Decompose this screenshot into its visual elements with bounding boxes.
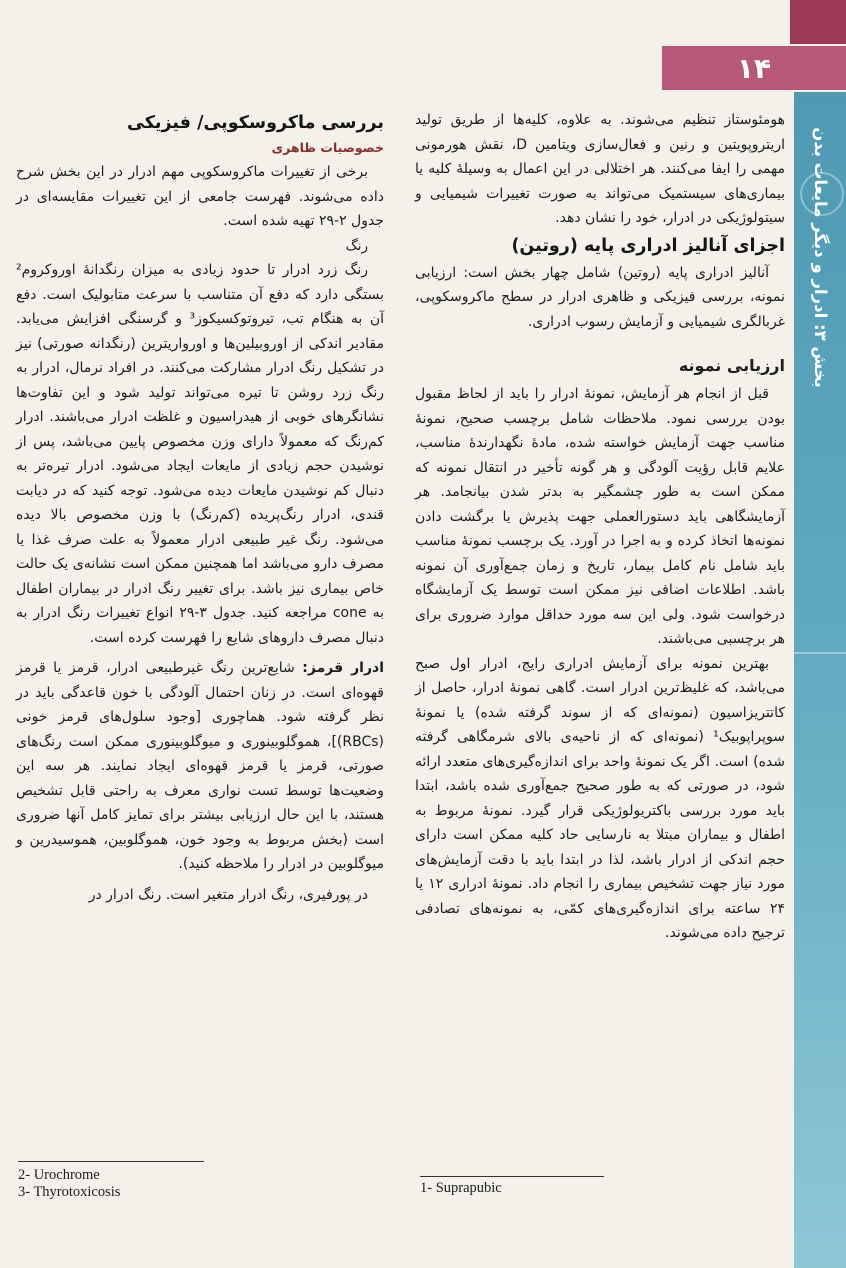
footnote-rule-right bbox=[420, 1176, 604, 1177]
left-column bbox=[16, 108, 384, 907]
red-urine-paragraph bbox=[16, 656, 384, 877]
macroscopic-heading: بررسی ماکروسکوپی/ فیزیکی bbox=[127, 113, 384, 133]
color-paragraph: رنگ زرد ادرار تا حدود زیادی به میزان رنگدانهٔ اوروکروم² بستگی دارد که دفع آن متناسب با سرعت متابولیک است. دفع آن به هنگام تب، تیروتوکسیکوز³ و گرسنگی افزایش می‌یابد. مقادیر اندکی از اوروبیلین‌ها و اورواریترین (رنگدانه صورتی) نیز در تشکیل رنگ ادرار مشارکت می‌کنند. در افراد نرمال، ادرار به رنگ زرد روشن تا تیره می‌تواند تولید شود و این تفاوت‌ها نشانگرهای خوبی از هیدراسیون و غلظت ادرار می‌باشند. ادرار کم‌رنگ که معمولاً دارای وزن مخصوص پایین می‌باشد، پس از نوشیدن حجم زیادی از مایعات ایجاد می‌شود. ادرار تیره‌تر به دنبال کم نوشیدن مایعات دیده می‌شود. توجه کنید که در دیابت قندی، ادرار رنگ‌پریده (کم‌رنگ) با وزن مخصوص بالا دیده می‌شود. رنگ غیر طبیعی ادرار معمولاً به علت صرف غذا یا مصرف دارو می‌باشد اما همچنین ممکن است نشانه‌ی یک حالت خاص بیماری نیز باشد. برای تغییر رنگ ادرار در بیماران اطفال به cone مراجعه کنید. جدول ۳-۲۹ انواع تغییرات رنگ ادرار به دنبال مصرف داروهای شایع را فهرست کرده است. bbox=[16, 262, 384, 646]
chapter-title-vertical bbox=[798, 92, 842, 422]
footnote-urochrome: 2- Urochrome bbox=[18, 1167, 100, 1183]
routine-analysis-heading: اجزای آنالیز ادراری پایه (روتین) bbox=[511, 235, 785, 256]
page-number: ۱۴ bbox=[662, 46, 846, 90]
routine-analysis-paragraph: آنالیز ادراری پایه (روتین) شامل چهار بخش است: ارزیابی نمونه، بررسی فیزیکی و ظاهری ادرار در سطح ماکروسکوپی، غربالگری شیمیایی و آزمایش رسوب ادراری. bbox=[415, 264, 785, 330]
red-urine-text: شایع‌ترین رنگ غیرطبیعی ادرار، قرمز یا قرمز قهوه‌ای است. در زنان احتمال آلودگی با خون قاعدگی باید در نظر گرفته شود. هماچوری [وجود سلول‌های قرمز خونی (RBCs)]، هموگلوبینوری و میوگلوبینوری ممکن است رنگ‌های صورتی، قرمز یا قرمز قهوه‌ای ایجاد نمایند. هر سه این وضعیت‌ها توسط تست نواری معرف به راحتی قابل تشخیص هستند، با این حال ارزیابی بیشتر برای تمایز کامل آنها ضروری است (بخش مربوط به وجود خون، هموگلوبین، هموسیدرین و میوگلوبین در ادرار را ملاحظه کنید). bbox=[16, 660, 384, 872]
side-band-line-decoration bbox=[794, 652, 846, 654]
color-label: رنگ bbox=[345, 237, 368, 254]
specimen-paragraph-2: بهترین نمونه برای آزمایش ادراری رایج، ادرار اول صبح می‌باشد، که غلیظ‌ترین ادرار است. گاهی نمونهٔ ادرار، حاصل از کاتتریزاسیون (نمونه‌ای که از سوند گرفته شده) یا نمونهٔ سوپراپوبیک¹ (نمونه‌ای که از ناحیه‌ی بالای شرمگاهی گرفته شده) است. اگر یک نمونهٔ واحد برای اندازه‌گیری‌های متعدد ارائه شود، در صورتی که به طور صحیح جمع‌آوری شده باشد، ابتدا باید مورد بررسی باکتریولوژیکی قرار گیرد. نمونهٔ مربوط به اطفال و بیماران مبتلا به نارسایی حاد کلیه ممکن است دارای حجم اندکی از ادرار باشد، لذا در ابتدا باید با دقت آزمایش‌های مورد نیاز جهت تشخیص بیماری را انجام داد. نمونهٔ ادراری ۱۲ یا ۲۴ ساعته برای اندازه‌گیری‌های کمّی، به نمونه‌های تصادفی ترجیح داده می‌شوند. bbox=[415, 655, 785, 941]
footnote-rule-left bbox=[18, 1161, 204, 1162]
red-urine-label: ادرار قرمز: bbox=[302, 660, 384, 676]
porphyria-paragraph: در پورفیری، رنگ ادرار متغیر است. رنگ ادرار در bbox=[88, 886, 368, 903]
footnote-thyrotoxicosis: 3- Thyrotoxicosis bbox=[18, 1184, 121, 1200]
corner-decoration bbox=[790, 0, 846, 44]
specimen-evaluation-heading: ارزیابی نمونه bbox=[678, 356, 785, 375]
appearance-subheading: خصوصیات ظاهری bbox=[271, 140, 384, 155]
appearance-paragraph: برخی از تغییرات ماکروسکوپی مهم ادرار در این بخش شرح داده می‌شوند. فهرست جامعی از این تغییرات مقایسه‌ای در جدول ۲-۲۹ تهیه شده است. bbox=[16, 164, 384, 229]
chapter-title-text: بخش ۳: ادرار و دیگر مایعات بدن bbox=[810, 126, 830, 388]
intro-paragraph: هومئوستاز تنظیم می‌شوند. به علاوه، کلیه‌ها از طریق تولید اریتروپویتین و رنین و فعال‌سازی ویتامین D، نقش هورمونی مهمی را ایفا می‌کنند. هر اختلالی در این اعمال به وسیلهٔ کلیه یا بیماری‌های سیستمیک می‌تواند به صورت تغییرات شیمیایی و سیتولوژیکی در ادرار، خود را نشان دهد. bbox=[415, 112, 786, 226]
specimen-paragraph-1: قبل از انجام هر آزمایش، نمونهٔ ادرار را باید از لحاظ مقبول بودن بررسی نمود. ملاحظات شامل برچسب صحیح، نمونهٔ مناسب جهت آزمایش خواسته شده، مادهٔ نگهدارندهٔ مناسب، علایم قابل رؤیت آلودگی و هر گونه تأخیر در انتقال نمونه که ممکن است به طور چشمگیر به بدتر شدن بیانجامد. هر آزمایشگاهی باید دستورالعملی جهت پذیرش یا برگشت دادن نمونه‌ها اتخاذ کرده و به اجرا در آورد. یک برچسب نمونهٔ مناسب باید شامل نام کامل بیمار، تاریخ و زمان جمع‌آوری آن نمونه باشد. اطلاعات اضافی نیز ممکن است توسط یک آزمایشگاه درخواست شود. ولی این سه مورد حداقل موارد ضروری برای هر برچسبی می‌باشند. bbox=[415, 386, 785, 647]
footnote-suprapubic: 1- Suprapubic bbox=[420, 1180, 502, 1196]
right-column bbox=[415, 108, 785, 946]
